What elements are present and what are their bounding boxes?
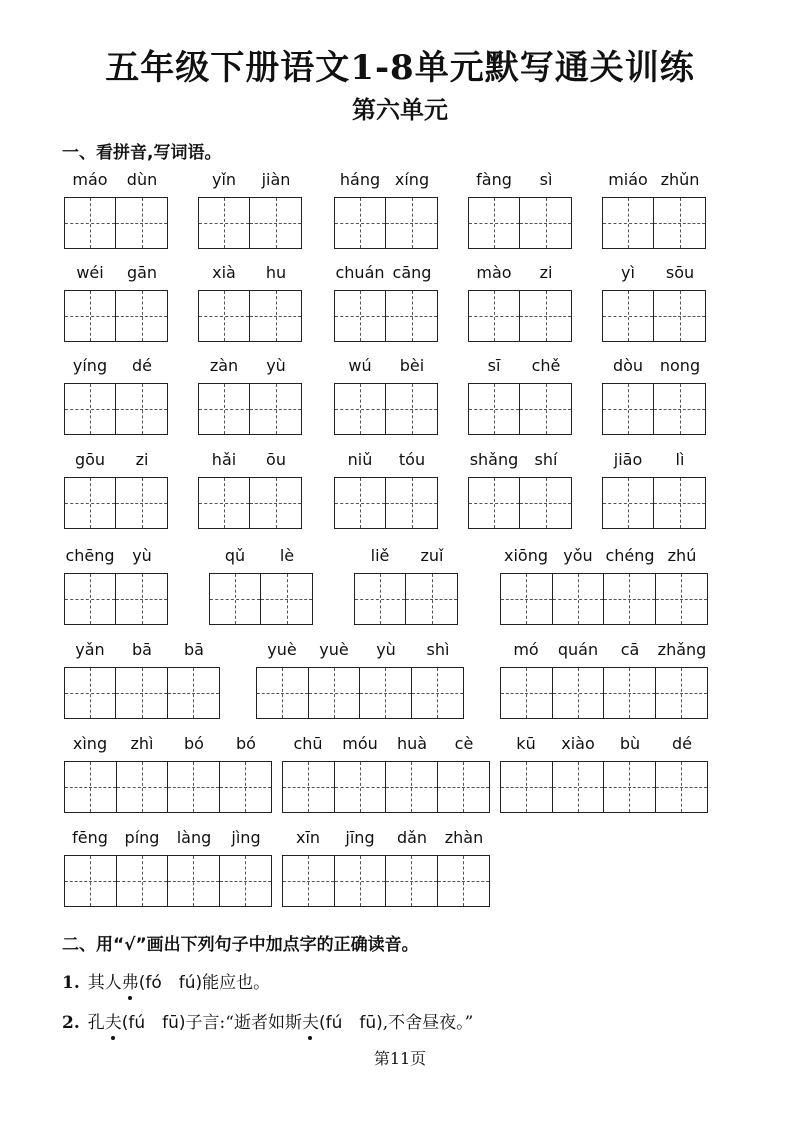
pinyin-syllable: zi [539, 263, 553, 282]
pinyin-syllable: dòu [612, 356, 644, 375]
tianzige-cell[interactable] [469, 198, 520, 248]
word-group [198, 356, 302, 436]
word-group [468, 170, 572, 250]
pinyin-syllable: dùn [126, 170, 158, 189]
writing-box [468, 197, 572, 249]
pinyin-line [602, 263, 706, 285]
dotted-character: 夫 [302, 1008, 319, 1033]
pinyin-syllable: tóu [398, 450, 426, 469]
pinyin-syllable: jiàn [261, 170, 291, 189]
tianzige-cell[interactable] [386, 762, 438, 812]
pinyin-line [209, 546, 313, 568]
tianzige-cell[interactable] [261, 574, 312, 624]
tianzige-cell[interactable] [355, 574, 406, 624]
pinyin-syllable: móu [342, 734, 378, 753]
writing-box [334, 290, 438, 342]
pinyin-syllable: mào [476, 263, 512, 282]
tianzige-cell[interactable] [116, 291, 167, 341]
writing-box [602, 197, 706, 249]
tianzige-cell[interactable] [335, 384, 386, 434]
pinyin-syllable: wéi [76, 263, 104, 282]
pinyin-line [64, 170, 168, 192]
tianzige-cell[interactable] [386, 384, 437, 434]
pinyin-line [256, 640, 464, 662]
pinyin-syllable: zhì [130, 734, 154, 753]
pinyin-line [468, 170, 572, 192]
pinyin-syllable: niǔ [347, 450, 373, 469]
writing-box [64, 667, 220, 719]
dotted-character: 夫 [105, 1008, 122, 1033]
pinyin-line [354, 546, 458, 568]
tianzige-cell[interactable] [335, 478, 386, 528]
question-2 [62, 1008, 473, 1033]
word-group [334, 356, 438, 436]
pinyin-syllable: hu [265, 263, 287, 282]
pinyin-syllable: mó [513, 640, 539, 659]
tianzige-cell[interactable] [386, 856, 438, 906]
sentence-text: 其人 [87, 973, 122, 993]
pinyin-syllable: cè [454, 734, 474, 753]
pinyin-syllable: yíng [72, 356, 108, 375]
pinyin-syllable: zàn [209, 356, 239, 375]
tianzige-cell[interactable] [65, 856, 117, 906]
writing-box [64, 197, 168, 249]
word-group [282, 734, 490, 814]
word-group [64, 170, 168, 250]
word-group [334, 170, 438, 250]
tianzige-cell[interactable] [309, 668, 361, 718]
tianzige-cell[interactable] [283, 762, 335, 812]
tianzige-cell[interactable] [199, 198, 250, 248]
writing-box [256, 667, 464, 719]
pinyin-line [500, 640, 708, 662]
tianzige-cell[interactable] [603, 478, 654, 528]
tianzige-cell[interactable] [199, 478, 250, 528]
pinyin-line [334, 263, 438, 285]
tianzige-cell[interactable] [520, 198, 571, 248]
sentence-text: 子言:“逝者如斯 [185, 1013, 302, 1033]
question-number: 1. [62, 973, 80, 993]
writing-box [500, 667, 708, 719]
writing-box [334, 383, 438, 435]
word-group [602, 356, 706, 436]
tianzige-cell[interactable] [65, 198, 116, 248]
dotted-character: 弗 [122, 968, 139, 993]
pinyin-line [198, 450, 302, 472]
tianzige-cell[interactable] [604, 574, 656, 624]
writing-box [198, 197, 302, 249]
section1-heading: 一、看拼音,写词语。 [62, 143, 222, 163]
tianzige-cell[interactable] [520, 291, 571, 341]
word-group [500, 546, 708, 626]
tianzige-cell[interactable] [65, 668, 116, 718]
writing-box [64, 855, 272, 907]
pinyin-line [198, 263, 302, 285]
writing-box [354, 573, 458, 625]
word-group [64, 356, 168, 436]
writing-box [468, 290, 572, 342]
question-number: 2. [62, 1013, 80, 1033]
word-group [334, 450, 438, 530]
word-group [602, 170, 706, 250]
tianzige-cell[interactable] [386, 198, 437, 248]
tianzige-cell[interactable] [520, 384, 571, 434]
tianzige-cell[interactable] [406, 574, 457, 624]
pinyin-syllable: zhàn [444, 828, 484, 847]
word-group [64, 640, 220, 720]
tianzige-cell[interactable] [250, 478, 301, 528]
pinyin-line [334, 450, 438, 472]
tianzige-cell[interactable] [250, 198, 301, 248]
sentence-text: 孔 [87, 1013, 105, 1033]
word-group [198, 450, 302, 530]
tianzige-cell[interactable] [438, 762, 490, 812]
pinyin-syllable: bó [184, 734, 204, 753]
pinyin-syllable: kū [516, 734, 536, 753]
reading-options[interactable]: (fú fū) [121, 1013, 186, 1033]
pinyin-syllable: xíng [394, 170, 430, 189]
pinyin-syllable: huà [396, 734, 428, 753]
tianzige-cell[interactable] [654, 384, 705, 434]
pinyin-syllable: sī [487, 356, 501, 375]
tianzige-cell[interactable] [210, 574, 261, 624]
word-group [602, 450, 706, 530]
pinyin-syllable: liě [370, 546, 390, 565]
tianzige-cell[interactable] [654, 291, 705, 341]
pinyin-syllable: yuè [319, 640, 349, 659]
pinyin-line [500, 546, 708, 568]
section2-heading: 二、用“√”画出下列句子中加点字的正确读音。 [62, 935, 419, 955]
pinyin-syllable: gōu [74, 450, 106, 469]
pinyin-syllable: zhǔn [660, 170, 700, 189]
word-group [468, 263, 572, 343]
writing-box [64, 383, 168, 435]
tianzige-cell[interactable] [116, 478, 167, 528]
pinyin-syllable: yǒu [563, 546, 593, 565]
pinyin-syllable: xīn [295, 828, 321, 847]
tianzige-cell[interactable] [604, 762, 656, 812]
tianzige-cell[interactable] [116, 384, 167, 434]
tianzige-cell[interactable] [335, 762, 387, 812]
word-group [64, 450, 168, 530]
tianzige-cell[interactable] [335, 291, 386, 341]
tianzige-cell[interactable] [501, 668, 553, 718]
pinyin-syllable: yǐn [211, 170, 237, 189]
pinyin-syllable: chě [531, 356, 561, 375]
pinyin-syllable: cā [620, 640, 640, 659]
pinyin-line [334, 356, 438, 378]
tianzige-cell[interactable] [117, 762, 169, 812]
tianzige-cell[interactable] [168, 856, 220, 906]
writing-box [282, 855, 490, 907]
writing-box [334, 477, 438, 529]
pinyin-syllable: jìng [231, 828, 261, 847]
tianzige-cell[interactable] [553, 668, 605, 718]
word-group [64, 546, 168, 626]
pinyin-line [64, 450, 168, 472]
tianzige-cell[interactable] [553, 574, 605, 624]
pinyin-line [198, 170, 302, 192]
tianzige-cell[interactable] [469, 291, 520, 341]
pinyin-syllable: jiāo [613, 450, 643, 469]
pinyin-line [282, 734, 490, 756]
pinyin-syllable: sōu [665, 263, 695, 282]
pinyin-syllable: dé [132, 356, 152, 375]
tianzige-cell[interactable] [65, 762, 117, 812]
word-group [64, 828, 272, 908]
pinyin-syllable: yù [376, 640, 396, 659]
pinyin-syllable: nong [659, 356, 701, 375]
word-group [198, 263, 302, 343]
pinyin-syllable: zuǐ [420, 546, 444, 565]
tianzige-cell[interactable] [116, 668, 167, 718]
tianzige-cell[interactable] [65, 478, 116, 528]
pinyin-syllable: quán [557, 640, 599, 659]
writing-box [198, 383, 302, 435]
pinyin-syllable: zhú [667, 546, 697, 565]
tianzige-cell[interactable] [199, 384, 250, 434]
word-group [500, 734, 708, 814]
pinyin-syllable: zi [135, 450, 149, 469]
tianzige-cell[interactable] [335, 856, 387, 906]
tianzige-cell[interactable] [654, 478, 705, 528]
pinyin-line [602, 356, 706, 378]
pinyin-line [500, 734, 708, 756]
pinyin-line [282, 828, 490, 850]
word-group [209, 546, 313, 626]
pinyin-syllable: bā [132, 640, 152, 659]
pinyin-syllable: wú [348, 356, 372, 375]
pinyin-syllable: bā [184, 640, 204, 659]
word-group [354, 546, 458, 626]
pinyin-syllable: shì [426, 640, 450, 659]
page-title: 五年级下册语文1-8单元默写通关训练 [105, 48, 695, 88]
writing-box [64, 761, 272, 813]
pinyin-line [64, 640, 220, 662]
pinyin-line [198, 356, 302, 378]
sentence-text: ,不舍昼夜。” [382, 1013, 474, 1033]
tianzige-cell[interactable] [199, 291, 250, 341]
word-group [64, 734, 272, 814]
tianzige-cell[interactable] [335, 198, 386, 248]
pinyin-syllable: miáo [608, 170, 648, 189]
unit-title: 第六单元 [352, 95, 448, 124]
page-number: 第11页 [373, 1049, 427, 1068]
tianzige-cell[interactable] [469, 384, 520, 434]
pinyin-syllable: qǔ [224, 546, 246, 565]
writing-box [602, 290, 706, 342]
pinyin-syllable: píng [124, 828, 160, 847]
pinyin-syllable: bó [236, 734, 256, 753]
reading-options[interactable]: (fó fú) [138, 973, 203, 993]
question-1 [62, 968, 270, 993]
pinyin-line [602, 450, 706, 472]
writing-box [64, 477, 168, 529]
tianzige-cell[interactable] [553, 762, 605, 812]
word-group [468, 450, 572, 530]
word-group [256, 640, 464, 720]
pinyin-syllable: yù [132, 546, 152, 565]
pinyin-syllable: xià [212, 263, 236, 282]
tianzige-cell[interactable] [65, 291, 116, 341]
writing-box [500, 573, 708, 625]
writing-box [198, 477, 302, 529]
pinyin-line [64, 546, 168, 568]
tianzige-cell[interactable] [257, 668, 309, 718]
tianzige-cell[interactable] [117, 856, 169, 906]
tianzige-cell[interactable] [603, 198, 654, 248]
pinyin-line [64, 734, 272, 756]
pinyin-line [64, 828, 272, 850]
pinyin-syllable: chéng [605, 546, 655, 565]
pinyin-syllable: ōu [266, 450, 286, 469]
tianzige-cell[interactable] [250, 291, 301, 341]
tianzige-cell[interactable] [116, 198, 167, 248]
pinyin-syllable: sì [539, 170, 553, 189]
pinyin-syllable: lì [675, 450, 685, 469]
word-group [468, 356, 572, 436]
writing-box [500, 761, 708, 813]
tianzige-cell[interactable] [654, 198, 705, 248]
pinyin-syllable: shí [534, 450, 558, 469]
pinyin-syllable: xìng [72, 734, 108, 753]
pinyin-syllable: yì [621, 263, 635, 282]
pinyin-syllable: zhǎng [657, 640, 707, 659]
tianzige-cell[interactable] [656, 762, 708, 812]
pinyin-syllable: chū [293, 734, 323, 753]
word-group [500, 640, 708, 720]
reading-options[interactable]: (fú fū) [318, 1013, 383, 1033]
tianzige-cell[interactable] [168, 668, 219, 718]
tianzige-cell[interactable] [65, 384, 116, 434]
tianzige-cell[interactable] [283, 856, 335, 906]
pinyin-syllable: chuán [335, 263, 385, 282]
pinyin-syllable: bù [619, 734, 641, 753]
writing-box [209, 573, 313, 625]
writing-box [64, 290, 168, 342]
pinyin-line [468, 450, 572, 472]
word-group [602, 263, 706, 343]
pinyin-syllable: dé [672, 734, 692, 753]
pinyin-syllable: yù [266, 356, 286, 375]
tianzige-cell[interactable] [603, 291, 654, 341]
tianzige-cell[interactable] [65, 574, 116, 624]
writing-box [602, 477, 706, 529]
sentence-text: 能应也。 [202, 973, 271, 993]
tianzige-cell[interactable] [469, 478, 520, 528]
word-group [282, 828, 490, 908]
pinyin-syllable: làng [176, 828, 212, 847]
pinyin-line [602, 170, 706, 192]
pinyin-syllable: shǎng [469, 450, 519, 469]
pinyin-syllable: lè [279, 546, 295, 565]
pinyin-syllable: cāng [392, 263, 432, 282]
tianzige-cell[interactable] [360, 668, 412, 718]
tianzige-cell[interactable] [501, 574, 553, 624]
writing-box [64, 573, 168, 625]
tianzige-cell[interactable] [412, 668, 464, 718]
tianzige-cell[interactable] [656, 668, 708, 718]
writing-box [198, 290, 302, 342]
tianzige-cell[interactable] [250, 384, 301, 434]
pinyin-syllable: fàng [476, 170, 512, 189]
pinyin-syllable: fēng [72, 828, 108, 847]
pinyin-syllable: xiōng [504, 546, 548, 565]
word-group [64, 263, 168, 343]
writing-box [334, 197, 438, 249]
pinyin-line [64, 356, 168, 378]
pinyin-syllable: háng [339, 170, 381, 189]
tianzige-cell[interactable] [520, 478, 571, 528]
pinyin-syllable: chēng [65, 546, 115, 565]
tianzige-cell[interactable] [220, 856, 272, 906]
pinyin-line [334, 170, 438, 192]
tianzige-cell[interactable] [386, 291, 437, 341]
writing-box [282, 761, 490, 813]
pinyin-syllable: máo [72, 170, 108, 189]
pinyin-line [468, 356, 572, 378]
writing-box [468, 383, 572, 435]
pinyin-syllable: yǎn [75, 640, 105, 659]
tianzige-cell[interactable] [386, 478, 437, 528]
pinyin-syllable: gān [126, 263, 158, 282]
tianzige-cell[interactable] [501, 762, 553, 812]
word-group [198, 170, 302, 250]
pinyin-syllable: jīng [345, 828, 375, 847]
writing-box [602, 383, 706, 435]
pinyin-syllable: dǎn [396, 828, 428, 847]
pinyin-syllable: yuè [267, 640, 297, 659]
pinyin-syllable: xiào [561, 734, 595, 753]
pinyin-line [468, 263, 572, 285]
tianzige-cell[interactable] [168, 762, 220, 812]
tianzige-cell[interactable] [656, 574, 708, 624]
tianzige-cell[interactable] [603, 384, 654, 434]
tianzige-cell[interactable] [438, 856, 490, 906]
tianzige-cell[interactable] [604, 668, 656, 718]
tianzige-cell[interactable] [220, 762, 272, 812]
pinyin-syllable: hǎi [211, 450, 237, 469]
writing-box [468, 477, 572, 529]
word-group [334, 263, 438, 343]
pinyin-line [64, 263, 168, 285]
tianzige-cell[interactable] [116, 574, 167, 624]
pinyin-syllable: bèi [399, 356, 425, 375]
